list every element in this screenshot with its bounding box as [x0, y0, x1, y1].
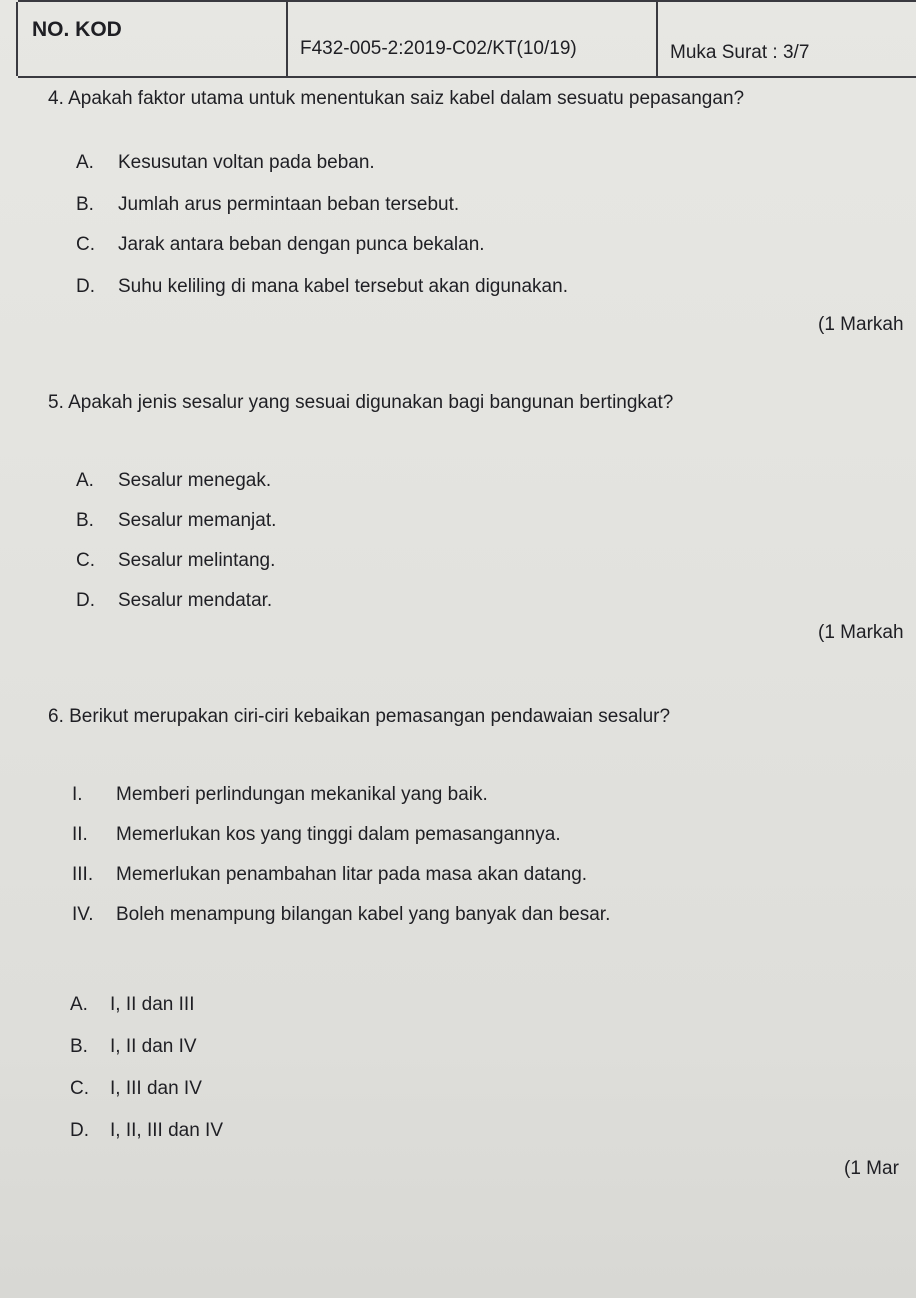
- option-label: D.: [76, 276, 95, 297]
- option-label: A.: [76, 470, 94, 491]
- option-text: I, II dan IV: [110, 1036, 197, 1057]
- page-number: Muka Surat : 3/7: [670, 42, 810, 63]
- question-6-statement-2: [72, 824, 561, 846]
- option-label: C.: [76, 234, 95, 255]
- option-label: C.: [76, 550, 95, 571]
- option-label: A.: [76, 152, 94, 173]
- question-5-text: 5. Apakah jenis sesalur yang sesuai digunakan bagi bangunan bertingkat?: [48, 392, 674, 413]
- question-6-option-c: [70, 1078, 202, 1100]
- option-text: I, II dan III: [110, 994, 195, 1015]
- header-form-cell: [288, 2, 658, 76]
- question-5-option-a: [76, 470, 271, 492]
- question-4-option-c: [76, 234, 485, 256]
- option-text: Sesalur memanjat.: [118, 510, 277, 531]
- option-text: Jumlah arus permintaan beban tersebut.: [118, 194, 460, 215]
- statement-label: III.: [72, 864, 94, 885]
- header-code-cell: [18, 2, 288, 76]
- option-label: C.: [70, 1078, 89, 1099]
- statement-text: Memerlukan penambahan litar pada masa akan datang.: [116, 864, 588, 885]
- option-text: Jarak antara beban dengan punca bekalan.: [118, 234, 485, 255]
- question-4-option-b: [76, 194, 459, 216]
- option-label: D.: [76, 590, 95, 611]
- question-5-mark: (1 Markah: [818, 622, 904, 643]
- question-4-mark: (1 Markah: [818, 314, 904, 335]
- form-code: F432-005-2:2019-C02/KT(10/19): [300, 38, 577, 59]
- option-text: Sesalur menegak.: [118, 470, 272, 491]
- question-6-option-a: [70, 994, 195, 1016]
- option-label: B.: [76, 510, 94, 531]
- question-5-option-d: [76, 590, 272, 612]
- option-label: A.: [70, 994, 88, 1015]
- statement-text: Boleh menampung bilangan kabel yang banyak dan besar.: [116, 904, 611, 925]
- statement-text: Memberi perlindungan mekanikal yang baik.: [116, 784, 488, 805]
- option-label: B.: [70, 1036, 88, 1057]
- statement-text: Memerlukan kos yang tinggi dalam pemasangannya.: [116, 824, 561, 845]
- question-6-statement-1: [72, 784, 488, 806]
- question-4-option-a: [76, 152, 375, 174]
- question-6-mark: (1 Mar: [844, 1158, 899, 1179]
- header-page-cell: [658, 2, 916, 76]
- question-6-option-b: [70, 1036, 197, 1058]
- statement-label: IV.: [72, 904, 94, 925]
- question-4-text: 4. Apakah faktor utama untuk menentukan saiz kabel dalam sesuatu pepasangan?: [48, 88, 745, 109]
- question-4-option-d: [76, 276, 568, 298]
- option-text: Kesusutan voltan pada beban.: [118, 152, 375, 173]
- statement-label: II.: [72, 824, 88, 845]
- statement-label: I.: [72, 784, 83, 805]
- option-label: D.: [70, 1120, 89, 1141]
- option-text: I, III dan IV: [110, 1078, 202, 1099]
- question-6-option-d: [70, 1120, 223, 1142]
- option-text: Suhu keliling di mana kabel tersebut akan digunakan.: [118, 276, 568, 297]
- option-label: B.: [76, 194, 94, 215]
- question-6-text: 6. Berikut merupakan ciri-ciri kebaikan pemasangan pendawaian sesalur?: [48, 706, 671, 727]
- code-label: NO. KOD: [32, 18, 122, 41]
- question-5-option-c: [76, 550, 275, 572]
- option-text: Sesalur melintang.: [118, 550, 276, 571]
- header-table: [18, 0, 916, 78]
- option-text: I, II, III dan IV: [110, 1120, 223, 1141]
- question-6-statement-4: [72, 904, 610, 926]
- option-text: Sesalur mendatar.: [118, 590, 273, 611]
- question-6-statement-3: [72, 864, 587, 886]
- question-5-option-b: [76, 510, 276, 532]
